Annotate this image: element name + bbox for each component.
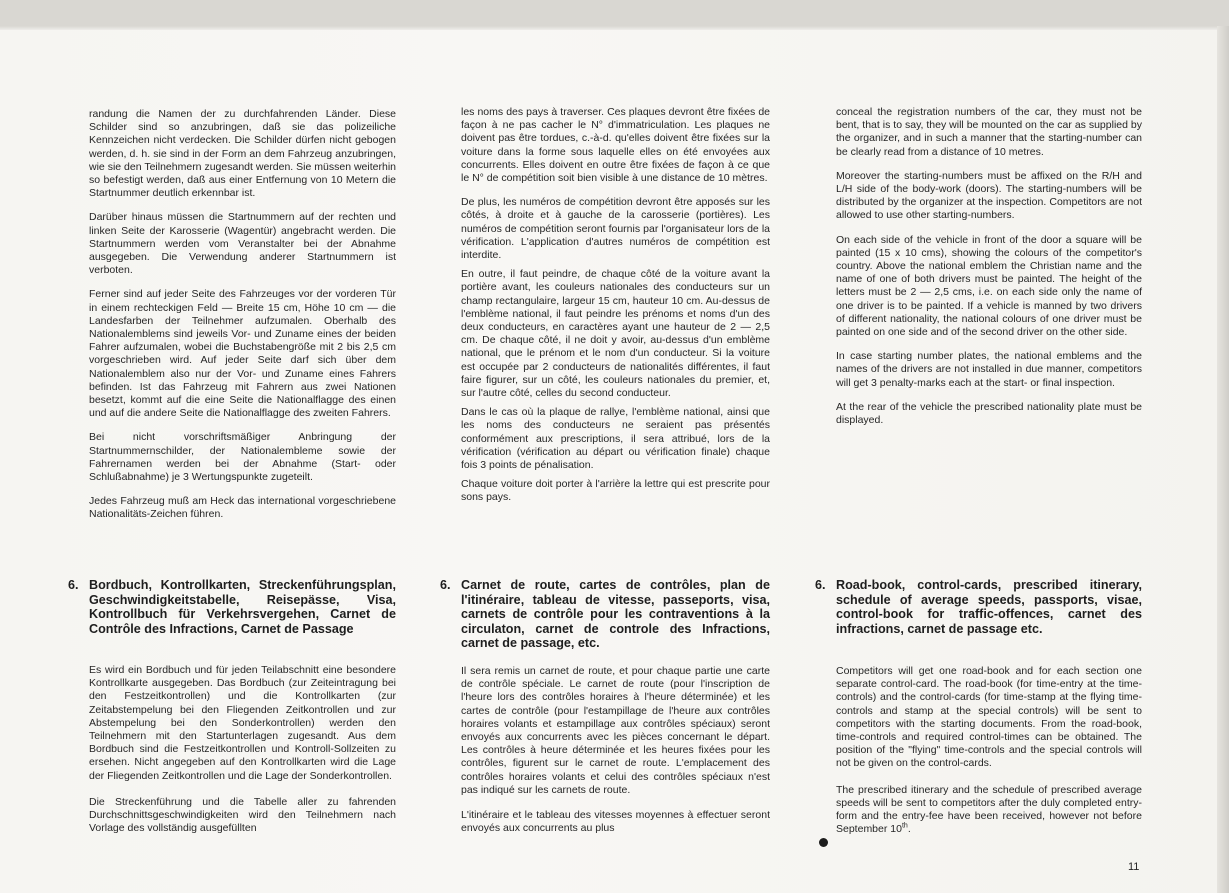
- english-paragraph: On each side of the vehicle in front of the door a square will be painted (15 x 10 cms), showing the colours of the competitor's country. Above the national emblem the Christian name and the name of one of both drivers must be painted. The height of the letters must be 2 — 2,5 cms, i.e. on each side only the name of one driver is to be painted. If a vehicle is manned by two drivers of different nationality, the national colours of one driver must be painted on one side and of the second driver on the other side.: [836, 233, 1142, 339]
- german-paragraph: randung die Namen der zu durchfahrenden Länder. Diese Schilder sind so anzubringen, daß sie das polizeiliche Kennzeichen nicht verdecken. Die Schilder dürfen nicht gebogen werden, d. h. sie sind in der Form an dem Fahrzeug anzubringen, wie sie den Teilnehmern zugesandt werden. Sie müssen weiterhin so befestigt werden, daß aus einer Entfernung von 10 Metern die Startnummer deutlich erkennbar ist.: [89, 108, 396, 200]
- german-column-upper: [89, 108, 396, 533]
- english-column-upper: [836, 106, 1142, 438]
- english-section-paragraph-last: [836, 784, 1142, 837]
- german-section-paragraph: Es wird ein Bordbuch und für jeden Teilabschnitt eine besondere Kontrollkarte ausgegeben. Das Bordbuch (zur Zeiteintragung bei den Festzeitkontrollen) und die Kontrollkarten (zur Zeitabstempelung bei den Fliegenden Zeitkontrollen und zur Abstempelung bei den Sonderkontrollen) werden den Teilnehmern mit den Startunterlagen zugesandt. Aus dem Bordbuch sind die Festzeitkontrollen und Kontroll-Sollzeiten zu ersehen. Nicht angegeben auf den Kontrollkarten wird die Lage der Fliegenden Zeitkontrollen und die Lage der Sonderkontrollen.: [89, 664, 396, 782]
- english-last-text: The prescribed itinerary and the schedule of prescribed average speeds will be sent to competitors after the duly completed entry-form and the entry-fee have been received, however not before September 10: [836, 783, 1142, 836]
- german-section-heading: Bordbuch, Kontrollkarten, Streckenführungsplan, Geschwindigkeitstabelle, Reisepässe, Visa, Kontrollbuch für Verkehrsvergehen, Carnet de Contrôle des Infractions, Carnet de Passage: [89, 578, 396, 636]
- english-section-heading: Road-book, control-cards, prescribed itinerary, schedule of average speeds, passports, visae, control-book for traffic-offences, carnet des infractions, carnet de passage etc.: [836, 578, 1142, 636]
- french-section-paragraph: L'itinéraire et le tableau des vitesses moyennes à effectuer seront envoyés aux concurrents au plus: [461, 809, 770, 835]
- german-paragraph: Ferner sind auf jeder Seite des Fahrzeuges vor der vorderen Tür in einem rechteckigen Feld — Breite 15 cm, Höhe 10 cm — die Landesfarben der Teilnehmer aufzumalen. Oberhalb des Nationalemblems sind jeweils Vor- und Zuname eines der beiden Fahrer aufzumalen, wobei die Buchstabengröße mit 2 bis 2,5 cm vorgeschrieben wird. Auf jeder Seite darf sich über dem Nationalemblem also nur der Vor- und Zuname eines Fahrers befinden. Ist das Fahrzeug mit Fahrern aus zwei Nationen besetzt, kommt auf die eine Seite die Nationalflagge des einen und auf die andere Seite die Nationalflagge des zweiten Fahrers.: [89, 288, 396, 420]
- page-number: 11: [1128, 861, 1140, 873]
- french-section-body: [461, 665, 770, 846]
- page-edge: [1217, 26, 1229, 893]
- german-paragraph: Bei nicht vorschriftsmäßiger Anbringung der Startnummernschilder, der Nationalembleme sowie der Fahrernamen werden bei der Abnahme (Start- oder Schlußabnahme) je 3 Wertungspunkte zugeteilt.: [89, 431, 396, 484]
- english-paragraph: In case starting number plates, the national emblems and the names of the drivers are not installed in due manner, competitors will get 3 penalty-marks each at the start- or final inspection.: [836, 350, 1142, 389]
- french-column-upper: [461, 106, 770, 516]
- english-last-end: .: [907, 823, 911, 836]
- german-paragraph: Jedes Fahrzeug muß am Heck das international vorgeschriebene Nationalitäts-Zeichen führen.: [89, 495, 396, 521]
- ordinal-suffix: th: [901, 822, 908, 830]
- german-section-paragraph: Die Streckenführung und die Tabelle aller zu fahrenden Durchschnittsgeschwindigkeiten wird den Teilnehmern nach Vorlage des vollständig ausgefüllten: [89, 795, 396, 835]
- french-paragraph: De plus, les numéros de compétition devront être apposés sur les côtés, à droite et à gauche de la carosserie (portières). Les numéros de compétition seront fournis par l'organisateur lors de la vérification. L'application d'autres numéros de compétition est interdite.: [461, 196, 770, 262]
- french-paragraph: les noms des pays à traverser. Ces plaques devront être fixées de façon à ne pas cacher le N° d'immatriculation. Les plaques ne doivent pas être tordues, c.-à-d. qu'elles doivent être fixées sur la voiture dans la forme sous laquelle elles on été envoyées aux concurrents. Elles doivent en outre être fixées de façon à ce que le N° de compétition soit bien visible à une distance de 10 mètres.: [461, 106, 770, 185]
- english-section-number: 6.: [815, 578, 826, 592]
- english-section-paragraph: Competitors will get one road-book and for each section one separate control-card. The road-book (for time-entry at the time-controls) and the control-cards (for time-stamp at the flying time-controls and stamp at the special controls) will be sent to competitors with the starting documents. From the road-book, time-controls and required control-times can be obtained. The position of the "flying" time-controls and the special controls will not be given on the control-cards.: [836, 665, 1142, 770]
- english-paragraph: At the rear of the vehicle the prescribed nationality plate must be displayed.: [836, 400, 1142, 427]
- french-section-paragraph: Il sera remis un carnet de route, et pour chaque partie une carte de contrôle spéciale. Le carnet de route (pour l'inscription de l'heure lors des contrôles horaires à l'heure déterminée) et les cartes de contrôle (pour l'estampillage de l'heure aux contrôles horaires volants et estampillage aux contrôles spéciaux) seront envoyés aux concurrents avec les pièces concernant le départ. Les contrôles à heure déterminée et les heures fixées pour les contrôles, figurent sur le carnet de route. L'emplacement des contrôles horaires volants et celui des contrôles spéciaux n'est pas indiqué sur les carnets de route.: [461, 665, 770, 796]
- french-paragraph: En outre, il faut peindre, de chaque côté de la voiture avant la portière avant, les couleurs nationales des conducteurs sur un champ rectangulaire, largeur 15 cm, hauteur 10 cm. Au-dessus de l'emblème national, il faut peindre les prénoms et noms d'un des deux conducteurs, en caractères ayant une hauteur de 2 — 2,5 cm. De chaque côté, il ne doit y avoir, au-dessus d'un emblème national, que le prénom et le nom d'un conducteur. Si la voiture est occupée par 2 conducteurs de nationalités différentes, il faut faire figurer, sur un côté, les couleurs nationales du premier, et, sur l'autre côté, celles du second conducteur.: [461, 268, 770, 400]
- french-paragraph: Chaque voiture doit porter à l'arrière la lettre qui est prescrite pour sons pays.: [461, 478, 770, 504]
- german-section-body: [89, 664, 396, 846]
- english-section-body: [836, 665, 1142, 847]
- german-section-number: 6.: [68, 578, 79, 592]
- french-paragraph: Dans le cas où la plaque de rallye, l'emblème national, ainsi que les noms des conducteurs ne seraient pas présentés conformément aux prescriptions, il sera attribué, lors de la vérification (vérification au départ ou vérification finale) chaque fois 3 points de pénalisation.: [461, 406, 770, 472]
- bullet-dot-icon: [819, 838, 828, 847]
- french-section-heading: Carnet de route, cartes de contrôles, plan de l'itinéraire, tableau de vitesse, passeports, visa, carnets de contrôle pour les contraventions à la circulaton, carnet de controle des Infractions, carnet de passage, etc.: [461, 578, 770, 651]
- french-section-number: 6.: [440, 578, 451, 592]
- german-paragraph: Darüber hinaus müssen die Startnummern auf der rechten und linken Seite der Karosserie (Wagentür) angebracht werden. Die Startnummern werden vom Veranstalter bei der Abnahme ausgegeben. Die Verwendung anderer Startnummern ist verboten.: [89, 211, 396, 277]
- english-paragraph: Moreover the starting-numbers must be affixed on the R/H and L/H side of the body-work (doors). The starting-numbers will be distributed by the organizer at the inspection. Competitors are not allowed to use other starting-numbers.: [836, 169, 1142, 222]
- english-paragraph: conceal the registration numbers of the car, they must not be bent, that is to say, they will be mounted on the car as supplied by the organizer, and in such a manner that the starting-number can be clearly read from a distance of 10 metres.: [836, 106, 1142, 158]
